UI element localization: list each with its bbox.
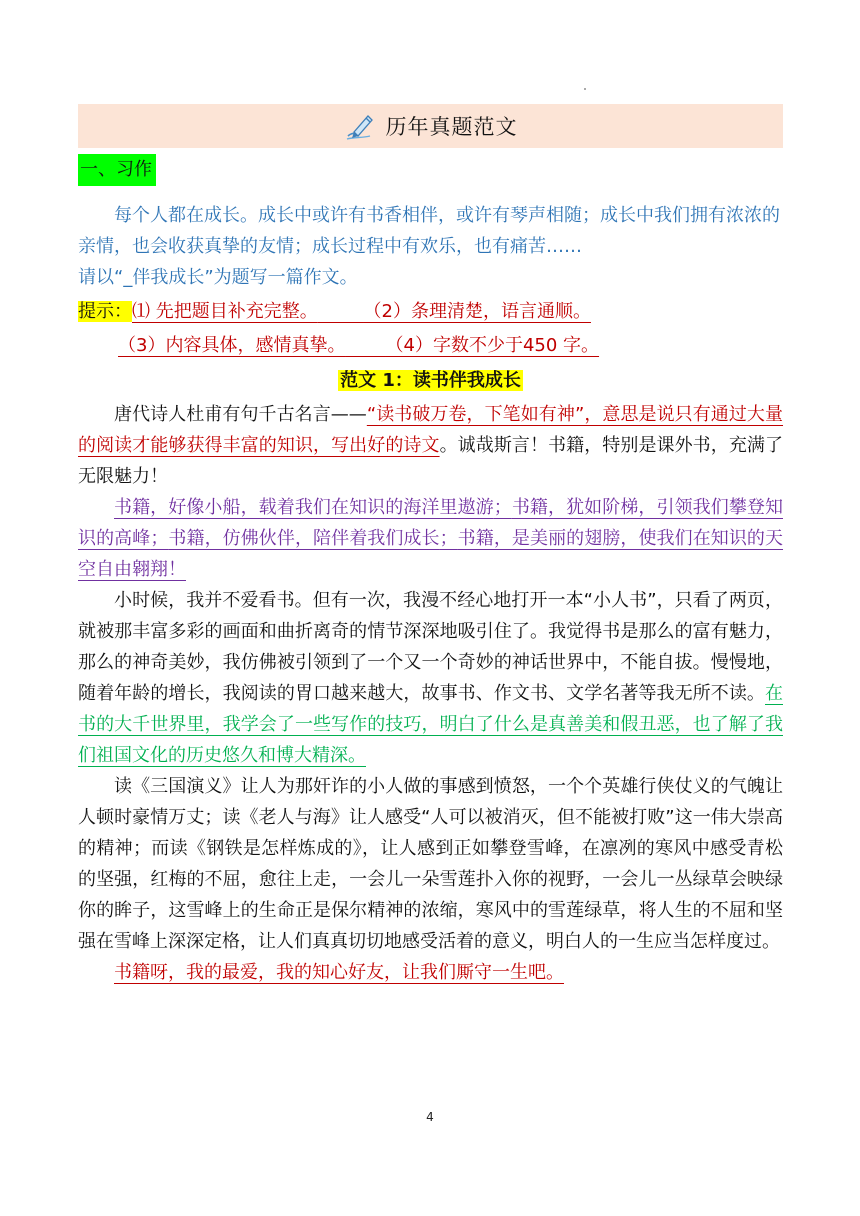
prompt-instruction: 请以“_伴我成长”为题写一篇作文。 (78, 267, 358, 288)
hint-row-1 (78, 296, 783, 327)
document-page (78, 104, 783, 988)
hint-item-1: ⑴ 先把题目补充完整。 (132, 301, 318, 322)
p1-quote: “读书破万卷，下笔如有神”，意思是说只有通过大量的阅读才能够获得丰富的知识，写出好的诗文 (78, 404, 784, 456)
hint-item-2: （2）条理清楚，语言通顺。 (363, 301, 591, 322)
p2-sep-1: ； (493, 497, 512, 518)
page-title: 历年真题范文 (385, 115, 518, 139)
hint-row-2 (78, 330, 783, 361)
top-dot (584, 88, 586, 90)
hint-item-4: （4）字数不少于450 字。 (385, 335, 600, 356)
prompt-paragraph: 每个人都在成长。成长中或许有书香相伴，或许有琴声相随；成长中我们拥有浓浓的亲情，也会收获真挚的友情；成长过程中有欢乐，也有痛苦…… (78, 205, 780, 257)
essay-paragraph-2 (78, 492, 783, 585)
writing-prompt (78, 200, 783, 293)
hint-label: 提示： (78, 301, 132, 322)
essay-paragraph-5 (78, 957, 783, 988)
p2-metaphor-3: 书籍，仿佛伙伴，陪伴着我们成长 (168, 528, 440, 549)
p3-body: 小时候，我并不爱看书。但有一次，我漫不经心地打开一本“小人书”，只看了两页，就被那丰富多彩的画面和曲折离奇的情节深深地吸引住了。我觉得书是那么的富有魅力，那么的神奇美妙，我仿佛被引领到了一个又一个奇妙的神话世界中，不能自拔。慢慢地，随着年龄的增长，我阅读的胃口越来越大，故事书、作文书、文学名著等我无所不读。 (78, 590, 783, 704)
essay-title (78, 367, 783, 395)
p1-rest: 。诚哉斯言！书籍，特别是课外书，充满了无限魅力！ (78, 435, 783, 487)
hint-spacer-2 (345, 335, 385, 356)
section-heading: 一、习作 (78, 154, 156, 186)
p2-sep-3: ； (439, 528, 458, 549)
essay-paragraph-4: 读《三国演义》让人为那奸诈的小人做的事感到愤怒，一个个英雄行侠仗义的气魄让人顿时豪情万丈；读《老人与海》让人感受“人可以被消灭，但不能被打败”这一伟大崇高的精神；而读《钢铁是怎样炼成的》，让人感到正如攀登雪峰，在凛冽的寒风中感受青松的坚强，红梅的不屈，愈往上走，一会儿一朵雪莲扑入你的视野，一会儿一丛绿草会映绿你的眸子，这雪峰上的生命正是保尔精神的浓缩，寒风中的雪莲绿草，将人生的不屈和坚强在雪峰上深深定格，让人们真真切切地感受活着的意义，明白人的一生应当怎样度过。 (78, 776, 783, 952)
p2-metaphor-4: 书籍，是美丽的翅膀，使我们在知识的天空自由翱翔！ (78, 528, 784, 580)
p2-metaphor-2: 书籍，犹如阶梯，引领我们攀登知识的高峰 (78, 497, 783, 549)
hint-spacer-1 (318, 301, 364, 322)
title-banner (78, 104, 783, 148)
p3-highlight: 在书的大千世界里，我学会了一些写作的技巧，明白了什么是真善美和假丑恶，也了解了我们祖国文化的历史悠久和博大精深。 (78, 683, 783, 766)
p1-intro: 唐代诗人杜甫有句千古名言—— (114, 404, 367, 425)
hint-item-3: （3）内容具体，感情真挚。 (118, 335, 346, 356)
pen-writing-icon (344, 110, 376, 142)
page-number: 4 (426, 1110, 434, 1124)
p2-sep-2: ； (150, 528, 169, 549)
essay-paragraph-3 (78, 585, 783, 771)
essay-title-text: 范文 1：读书伴我成长 (340, 370, 521, 391)
essay-body (78, 399, 783, 988)
essay-paragraph-1 (78, 399, 783, 492)
p5-conclusion: 书籍呀，我的最爱，我的知心好友，让我们厮守一生吧。 (114, 962, 564, 983)
p2-metaphor-1: 书籍，好像小船，载着我们在知识的海洋里遨游 (114, 497, 494, 518)
